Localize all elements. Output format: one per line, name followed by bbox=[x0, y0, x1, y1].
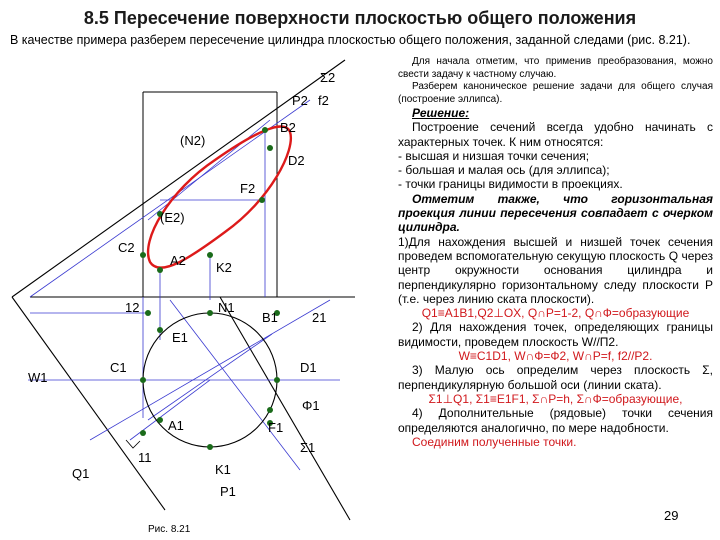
para-1: Построение сечений всегда удобно начинать с характерных точек. К ним относятся: bbox=[398, 120, 713, 149]
step-4: 4) Дополнительные (рядовые) точки сечения определяются аналогично, по мере надобности. bbox=[398, 406, 713, 435]
note-2: Разберем каноническое решение задачи для общего случая (построение эллипса). bbox=[398, 81, 713, 105]
label-n2: (N2) bbox=[180, 133, 206, 148]
label-q1: Q1 bbox=[72, 466, 90, 481]
label-c1: C1 bbox=[110, 360, 127, 375]
page-number: 29 bbox=[664, 508, 679, 523]
cylinder-front bbox=[30, 92, 355, 297]
note-1: Для начала отметим, что применив преобразования, можно свести задачу к частному случаю. bbox=[398, 56, 713, 80]
construction-drawing bbox=[0, 50, 400, 540]
label-k1: K1 bbox=[215, 462, 231, 477]
explanation-column bbox=[398, 56, 713, 449]
intro-text: В качестве примера разберем пересечение цилиндра плоскостью общего положения, заданной следами (рис. 8.21). bbox=[10, 33, 691, 47]
label-b1: B1 bbox=[262, 310, 278, 325]
step-3-formula: Σ1⊥Q1, Σ1≡E1F1, Σ∩P=h, Σ∩Ф=образующие, bbox=[428, 391, 683, 406]
label-a1: A1 bbox=[168, 418, 184, 433]
label-e1: E1 bbox=[172, 330, 188, 345]
label-21: 21 bbox=[312, 310, 327, 325]
label-f1: F1 bbox=[268, 420, 284, 435]
step-4-conclusion: Соединим полученные точки. bbox=[412, 434, 577, 449]
label-phi1: Φ1 bbox=[302, 398, 320, 413]
step-2-formula: W≡C1D1, W∩Ф=Ф2, W∩P=f, f2//P2. bbox=[458, 349, 653, 364]
label-d1: D1 bbox=[300, 360, 317, 375]
label-p1: P1 bbox=[220, 484, 236, 499]
step-2: 2) Для нахождения точек, определяющих границы видимости, проведем плоскость W//П2. bbox=[398, 320, 713, 349]
figure-caption: Рис. 8.21 bbox=[148, 524, 191, 535]
list-item-1: - высшая и низшая точки сечения; bbox=[398, 148, 590, 163]
list-item-3: - точки границы видимости в проекциях. bbox=[398, 177, 623, 192]
label-w1: W1 bbox=[28, 370, 48, 385]
step-1: 1)Для нахождения высшей и низшей точек сечения проведем вспомогательную секущую плоскость Q через центр окружности основания цилиндра и перпендикулярно горизонтальному следу плоскости P (т.е. через линию ската плоскости). bbox=[398, 234, 713, 306]
page-title: 8.5 Пересечение поверхности плоскостью общего положения bbox=[83, 8, 637, 28]
label-p2: P2 bbox=[292, 93, 308, 108]
label-s1: Σ1 bbox=[300, 440, 316, 455]
label-e2: (E2) bbox=[160, 210, 185, 225]
bold-note: Отметим также, что горизонтальная проекция линии пересечения совпадает с очерком цилиндра. bbox=[398, 191, 713, 235]
label-12: 12 bbox=[125, 300, 140, 315]
label-c2: C2 bbox=[118, 240, 135, 255]
label-n1: N1 bbox=[218, 300, 235, 315]
label-a2: A2 bbox=[170, 253, 186, 268]
list-item-2: - большая и малая ось (для эллипса); bbox=[398, 163, 610, 178]
label-k2: K2 bbox=[216, 260, 232, 275]
solution-heading: Решение: bbox=[412, 106, 470, 120]
label-f2: f2 bbox=[318, 93, 329, 108]
label-s2: Σ2 bbox=[320, 70, 336, 85]
step-1-formula: Q1≡A1B1,Q2⊥OX, Q∩P=1-2, Q∩Ф=образующие bbox=[421, 306, 690, 321]
label-11: 11 bbox=[138, 450, 152, 465]
step-3: 3) Малую ось определим через плоскость Σ, перпендикулярную большой оси (линии ската). bbox=[398, 363, 713, 392]
figure-8-21 bbox=[0, 50, 400, 540]
label-f2-point: F2 bbox=[240, 181, 256, 196]
label-d2: D2 bbox=[288, 153, 305, 168]
label-b2: B2 bbox=[280, 120, 296, 135]
